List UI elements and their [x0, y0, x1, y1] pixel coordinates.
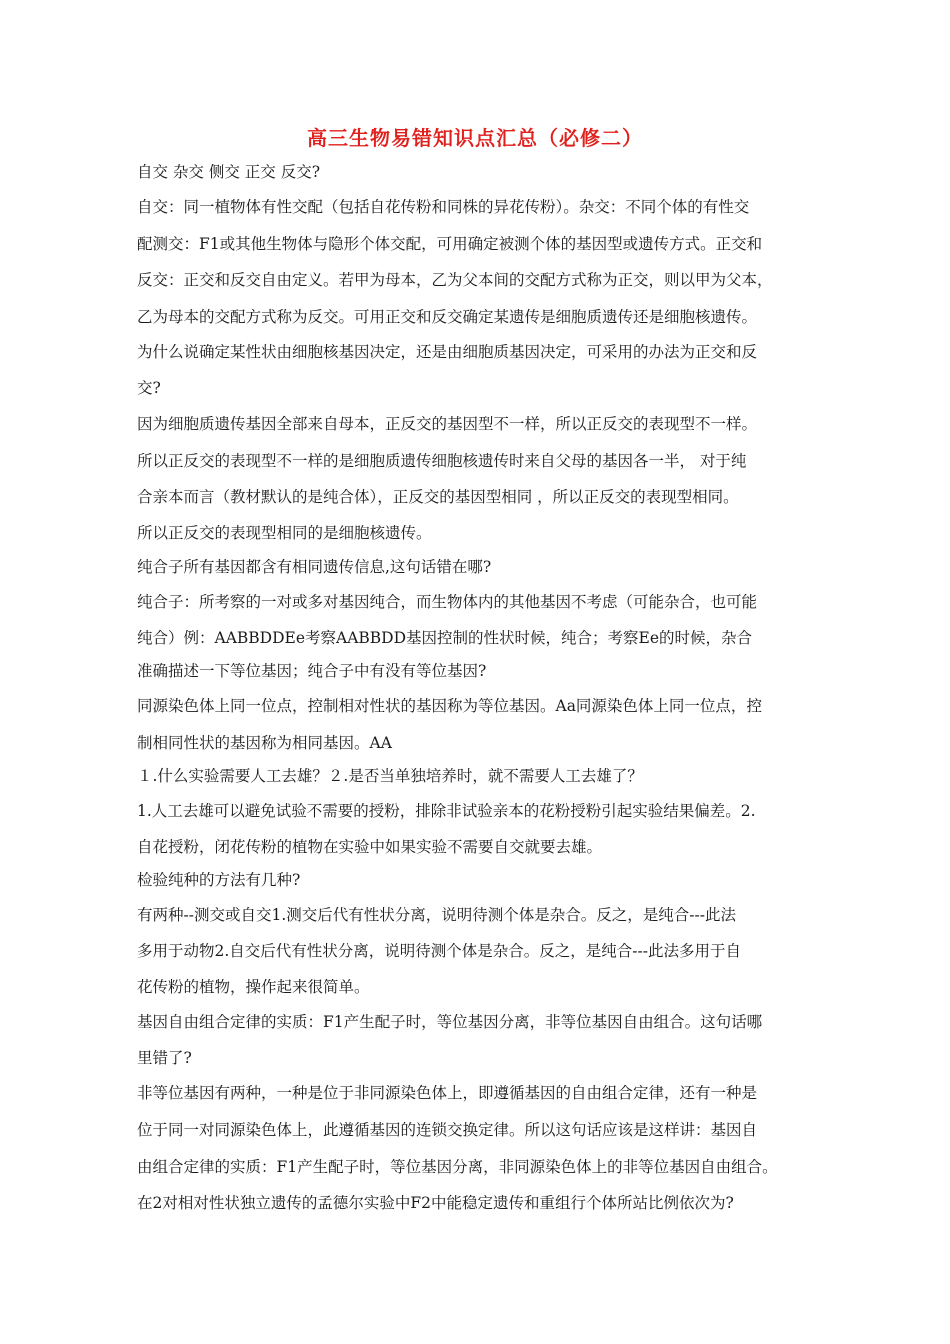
- question-line-4: 准确描述一下等位基因；纯合子中有没有等位基因?: [137, 662, 487, 680]
- answer-line: 制相同性状的基因称为相同基因。AA: [137, 734, 392, 752]
- question-line-7: 基因自由组合定律的实质：F1产生配子时，等位基因分离，非等位基因自由组合。这句话哪: [137, 1013, 763, 1031]
- question-line-2-cont: 交?: [137, 379, 161, 397]
- answer-line: 位于同一对同源染色体上，此遵循基因的连锁交换定律。所以这句话应该是这样讲：基因自: [137, 1121, 758, 1139]
- answer-line: 纯合子：所考察的一对或多对基因纯合，而生物体内的其他基因不考虑（可能杂合，也可能: [137, 593, 758, 611]
- question-line-3: 纯合子所有基因都含有相同遗传信息,这句话错在哪?: [137, 558, 492, 576]
- answer-line: 自花授粉，闭花传粉的植物在实验中如果实验不需要自交就要去雄。: [137, 838, 603, 856]
- answer-line: 反交：正交和反交自由定义。若甲为母本，乙为父本间的交配方式称为正交，则以甲为父本，: [137, 271, 773, 289]
- question-line-6: 检验纯种的方法有几种?: [137, 871, 301, 889]
- answer-line: 多用于动物2.自交后代有性状分离，说明待测个体是杂合。反之，是纯合---此法多用于自: [137, 942, 742, 960]
- question-line-5: １.什么实验需要人工去雄？２.是否当单独培养时，就不需要人工去雄了？: [137, 767, 643, 785]
- answer-line: 1.人工去雄可以避免试验不需要的授粉，排除非试验亲本的花粉授粉引起实验结果偏差。2.: [137, 802, 756, 820]
- answer-line: 自交：同一植物体有性交配（包括自花传粉和同株的异花传粉）。杂交：不同个体的有性交: [137, 198, 750, 216]
- question-line-7-cont: 里错了?: [137, 1049, 192, 1067]
- answer-line: 非等位基因有两种，一种是位于非同源染色体上，即遵循基因的自由组合定律，还有一种是: [137, 1084, 758, 1102]
- answer-line: 合亲本而言（教材默认的是纯合体），正反交的基因型相同 ，所以正反交的表现型相同。: [137, 488, 739, 506]
- question-line-2: 为什么说确定某性状由细胞核基因决定，还是由细胞质基因决定，可采用的办法为正交和反: [137, 343, 758, 361]
- document-title: 高三生物易错知识点汇总（必修二）: [307, 126, 643, 150]
- question-line-8: 在2对相对性状独立遗传的孟德尔实验中F2中能稳定遗传和重组行个体所站比例依次为?: [137, 1194, 734, 1212]
- answer-line: 有两种--测交或自交1.测交后代有性状分离，说明待测个体是杂合。反之，是纯合---此法: [137, 906, 736, 924]
- answer-line: 同源染色体上同一位点，控制相对性状的基因称为等位基因。Aa同源染色体上同一位点，控: [137, 697, 762, 715]
- answer-line: 所以正反交的表现型相同的是细胞核遗传。: [137, 524, 432, 542]
- answer-line: 乙为母本的交配方式称为反交。可用正交和反交确定某遗传是细胞质遗传还是细胞核遗传。: [137, 308, 758, 326]
- answer-line: 因为细胞质遗传基因全部来自母本，正反交的基因型不一样，所以正反交的表现型不一样。: [137, 415, 758, 433]
- answer-line: 纯合）例：AABBDDEe考察AABBDD基因控制的性状时候，纯合；考察Ee的时候，杂合: [137, 629, 753, 647]
- answer-line: 花传粉的植物，操作起来很简单。: [137, 978, 370, 996]
- answer-line: 所以正反交的表现型不一样的是细胞质遗传细胞核遗传时来自父母的基因各一半， 对于纯: [137, 452, 747, 470]
- answer-line: 配测交：F1或其他生物体与隐形个体交配，可用确定被测个体的基因型或遗传方式。正交和: [137, 235, 763, 253]
- answer-line: 由组合定律的实质：F1产生配子时，等位基因分离，非同源染色体上的非等位基因自由组合。: [137, 1158, 778, 1176]
- question-line-1: 自交 杂交 侧交 正交 反交?: [137, 163, 321, 181]
